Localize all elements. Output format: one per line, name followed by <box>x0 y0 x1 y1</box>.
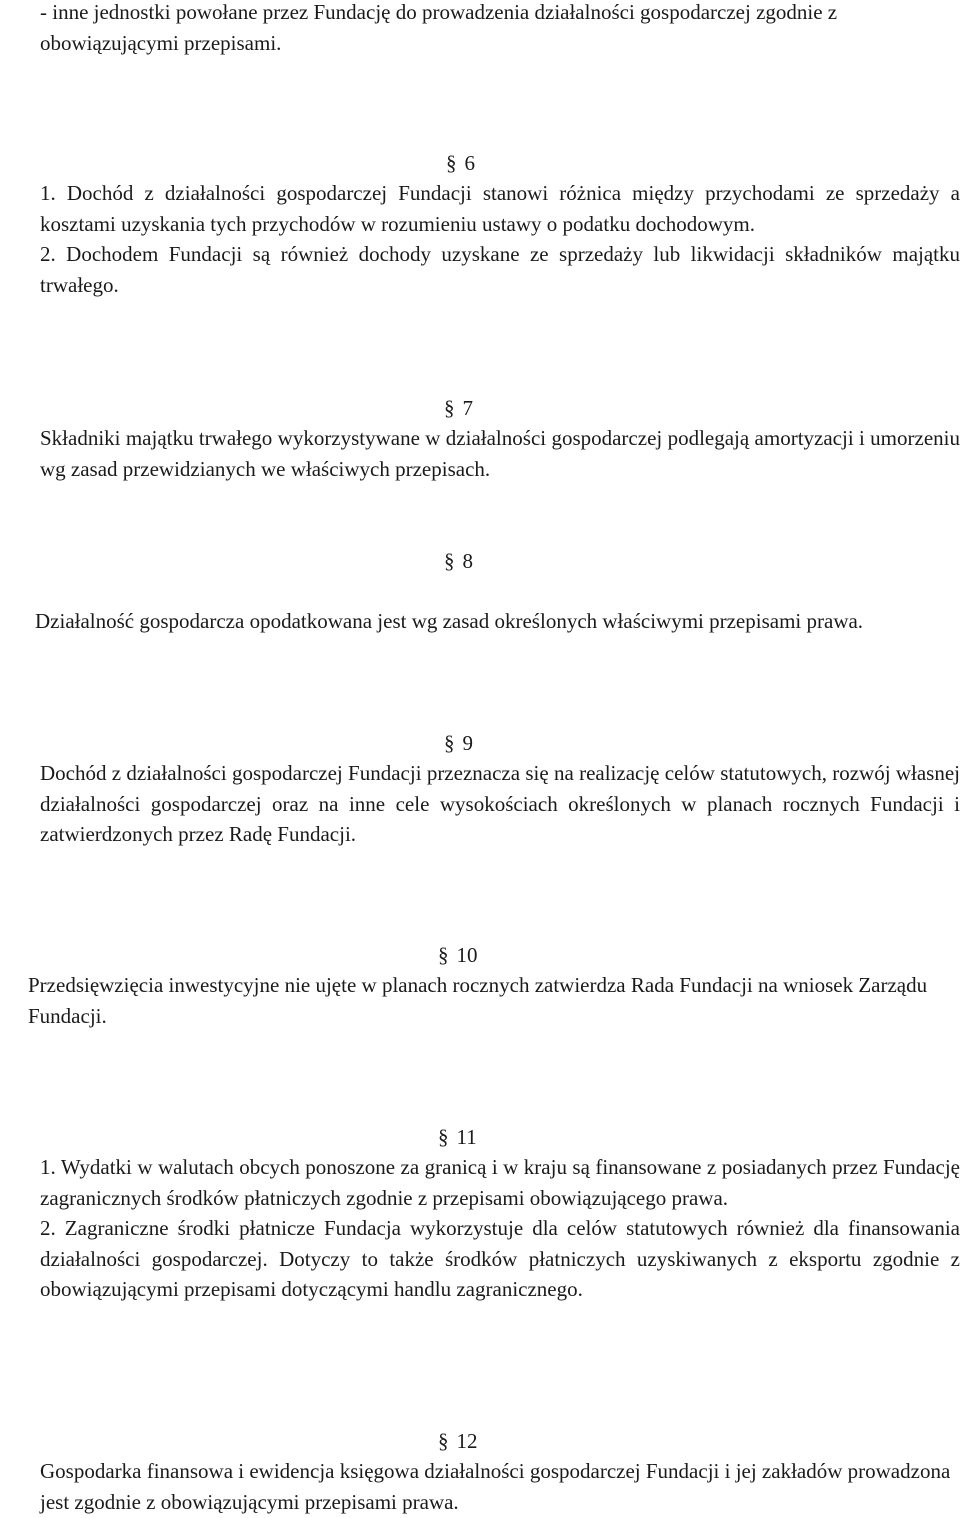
section-sign: § <box>444 731 455 755</box>
section-8-body <box>35 606 895 637</box>
section-sign: § <box>446 151 457 175</box>
section-10-body <box>28 970 948 1031</box>
section-9-body <box>40 758 960 850</box>
section-heading-7 <box>444 393 473 424</box>
section-6-paragraph-2: 2. Dochodem Fundacji są również dochody uzyskane ze sprzedaży lub likwidacji składników majątku trwałego. <box>40 242 960 297</box>
section-heading-10 <box>438 940 478 971</box>
section-12-body <box>40 1456 960 1517</box>
section-heading-6 <box>446 148 475 179</box>
section-number: 7 <box>462 396 473 420</box>
section-number: 10 <box>456 943 478 967</box>
section-number: 8 <box>462 549 473 573</box>
section-6-paragraph-1: 1. Dochód z działalności gospodarczej Fundacji stanowi różnica między przychodami ze sprzedaży a kosztami uzyskania tych przychodów w rozumieniu ustawy o podatku dochodowym. <box>40 181 960 236</box>
section-sign: § <box>438 943 449 967</box>
section-sign: § <box>444 396 455 420</box>
section-number: 11 <box>456 1125 477 1149</box>
section-heading-11 <box>438 1122 477 1153</box>
section-12-paragraph-1: Gospodarka finansowa i ewidencja księgowa działalności gospodarczej Fundacji i jej zakładów prowadzona jest zgodnie z obowiązującymi przepisami prawa. <box>40 1459 951 1514</box>
section-11-paragraph-1: 1. Wydatki w walutach obcych ponoszone za granicą i w kraju są finansowane z posiadanych przez Fundację zagranicznych środków płatniczych zgodnie z przepisami obowiązującego prawa. <box>40 1155 960 1210</box>
section-7-paragraph-1: Składniki majątku trwałego wykorzystywane w działalności gospodarczej podlegają amortyzacji i umorzeniu wg zasad przewidzianych we właściwych przepisach. <box>40 426 960 481</box>
section-10-paragraph-1: Przedsięwzięcia inwestycyjne nie ujęte w planach rocznych zatwierdza Rada Fundacji na wniosek Zarządu Fundacji. <box>28 973 928 1028</box>
section-9-paragraph-1: Dochód z działalności gospodarczej Fundacji przeznacza się na realizację celów statutowych, rozwój własnej działalności gospodarczej oraz na inne cele wysokościach określonych w planach rocznych Fundacji i zatwierdzonych przez Radę Fundacji. <box>40 761 960 846</box>
section-sign: § <box>444 549 455 573</box>
section-heading-8 <box>444 546 473 577</box>
section-8-paragraph-1: Działalność gospodarcza opodatkowana jest wg zasad określonych właściwymi przepisami prawa. <box>35 609 864 633</box>
section-number: 9 <box>462 731 473 755</box>
section-heading-12 <box>438 1426 478 1457</box>
section-11-body <box>40 1152 960 1305</box>
intro-paragraph: - inne jednostki powołane przez Fundację do prowadzenia działalności gospodarczej zgodnie z obowiązującymi przepisami. <box>40 0 838 55</box>
section-sign: § <box>438 1429 449 1453</box>
section-6-body <box>40 178 960 300</box>
section-heading-9 <box>444 728 473 759</box>
section-number: 12 <box>456 1429 478 1453</box>
section-11-paragraph-2: 2. Zagraniczne środki płatnicze Fundacja wykorzystuje dla celów statutowych również dla finansowania działalności gospodarczej. Dotyczy to także środków płatniczych uzyskiwanych z eksportu zgodnie z obowiązującymi przepisami dotyczącymi handlu zagranicznego. <box>40 1216 960 1301</box>
section-number: 6 <box>464 151 475 175</box>
section-sign: § <box>438 1125 449 1149</box>
section-7-body <box>40 423 960 484</box>
